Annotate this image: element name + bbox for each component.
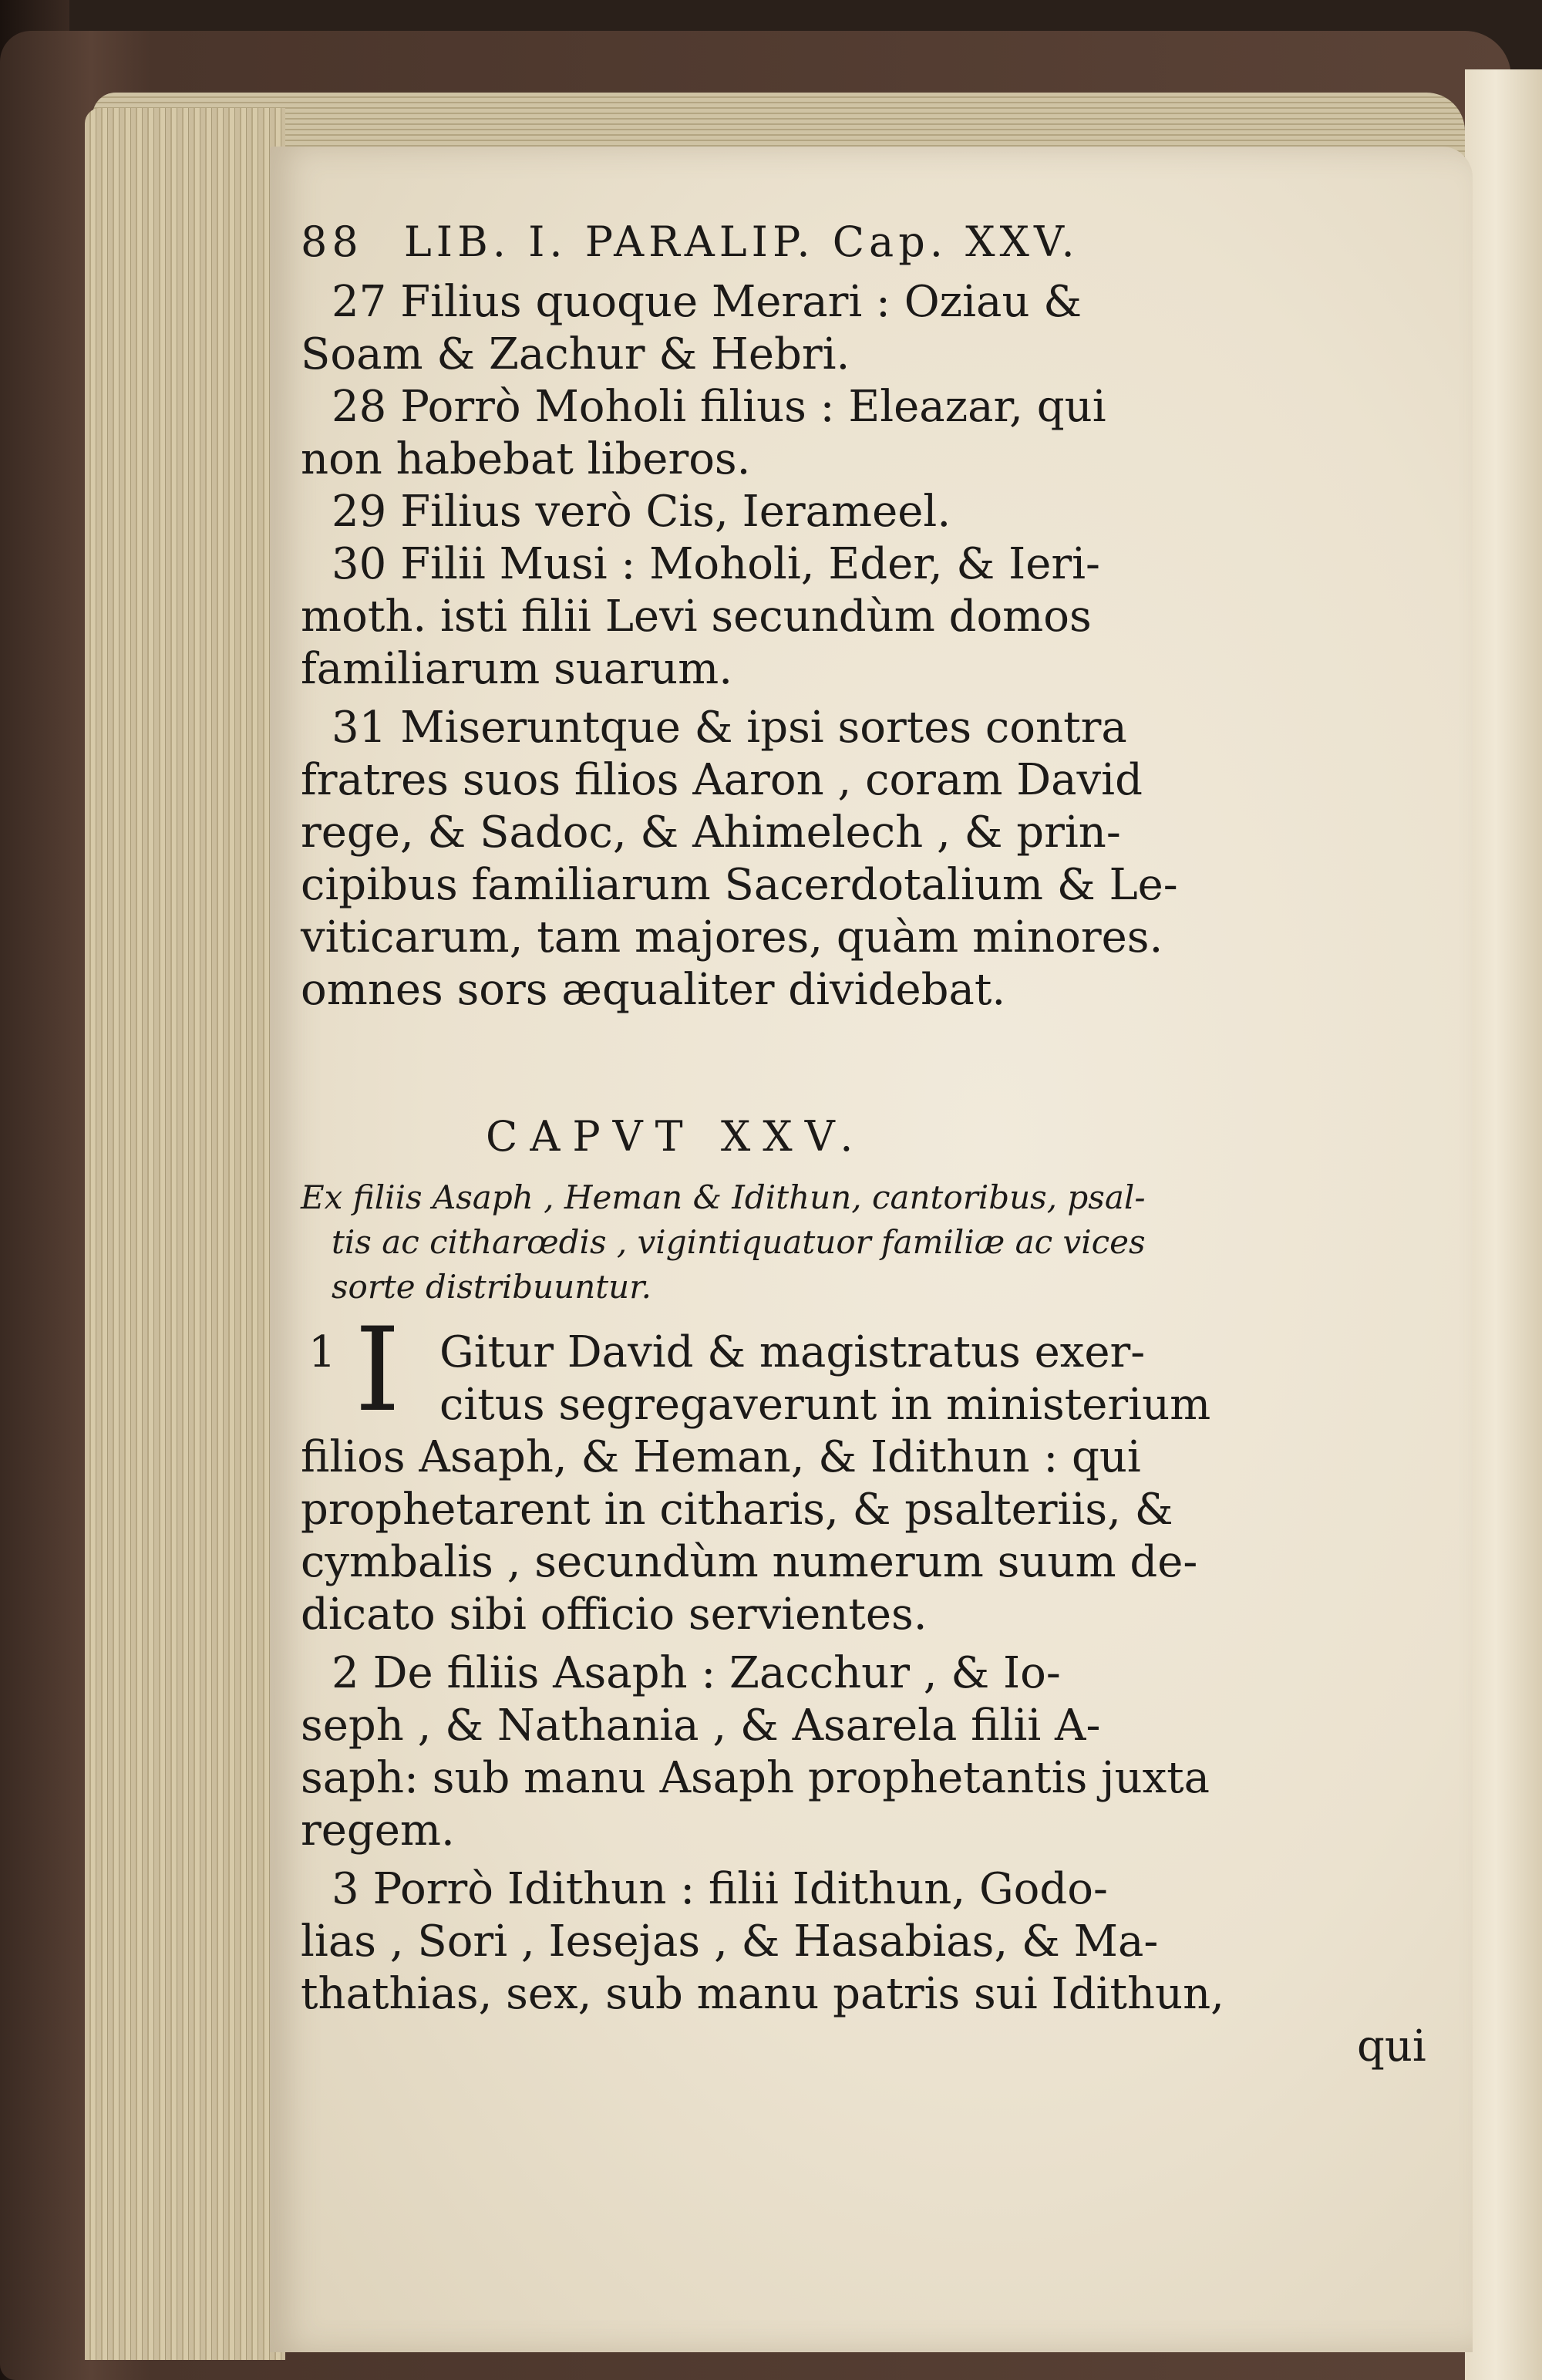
verse-number: 2	[332, 1648, 359, 1698]
verse-line: familiarum suarum.	[301, 644, 732, 694]
chapter-summary-line: tis ac citharœdis , vigintiquatuor familiæ ac vices	[332, 1223, 1146, 1261]
catchword: qui	[1357, 2021, 1426, 2072]
page-text	[301, 216, 1442, 2329]
running-head-title: LIB. I. PARALIP. Cap. XXV.	[403, 217, 1079, 266]
verse-line: omnes sors æqualiter dividebat.	[301, 965, 1006, 1015]
verse-line: dicato sibi officio servientes.	[301, 1589, 928, 1640]
verse-line: 27 Filius quoque Merari : Oziau &	[332, 277, 1082, 327]
verse-number: 31	[332, 703, 387, 753]
facing-page-edge	[1465, 69, 1542, 2380]
verse-line: cymbalis , secundùm numerum suum de-	[301, 1537, 1198, 1587]
verse-number: 29	[332, 487, 387, 537]
verse-line: lias , Sori , Iesejas , & Hasabias, & Ma-	[301, 1916, 1159, 1967]
page-number: 88	[301, 217, 363, 266]
verse-number: 1	[308, 1327, 336, 1377]
verse-number: 27	[332, 277, 387, 327]
verse-line: regem.	[301, 1805, 455, 1856]
chapter-title: CAPVT XXV.	[486, 1112, 866, 1161]
verse-line: 29 Filius verò Cis, Ierameel.	[332, 487, 951, 537]
verse-line: 3 Porrò Idithun : filii Idithun, Godo-	[332, 1864, 1108, 1914]
chapter-summary-line: Ex filiis Asaph , Heman & Idithun, cantoribus, psal-	[301, 1178, 1146, 1216]
verse-line: rege, & Sadoc, & Ahimelech , & prin-	[301, 807, 1121, 858]
verse-line: Soam & Zachur & Hebri.	[301, 329, 850, 379]
running-head	[301, 216, 1079, 268]
verse-line: 28 Porrò Moholi filius : Eleazar, qui	[332, 382, 1106, 432]
verse-line: filios Asaph, & Heman, & Idithun : qui	[301, 1432, 1141, 1482]
verse-line: non habebat liberos.	[301, 434, 751, 484]
verse-line: viticarum, tam majores, quàm minores.	[301, 912, 1163, 962]
verse-number: 3	[332, 1864, 359, 1914]
verse-line: moth. isti filii Levi secundùm domos	[301, 592, 1092, 642]
verse-line: cipibus familiarum Sacerdotalium & Le-	[301, 860, 1178, 910]
page-side-edges	[85, 108, 285, 2360]
verse-line: Gitur David & magistratus exer-	[439, 1327, 1146, 1377]
verse-line: seph , & Nathania , & Asarela filii A-	[301, 1701, 1101, 1751]
verse-number: 30	[332, 539, 387, 589]
verse-line: citus segregaverunt in ministerium	[439, 1380, 1211, 1430]
verse-line: 30 Filii Musi : Moholi, Eder, & Ieri-	[332, 539, 1100, 589]
verse-line: thathias, sex, sub manu patris sui Idithun,	[301, 1969, 1224, 2019]
drop-cap: I	[355, 1303, 401, 1438]
verse-line: saph: sub manu Asaph prophetantis juxta	[301, 1753, 1210, 1803]
verse-line: fratres suos filios Aaron , coram David	[301, 755, 1143, 805]
verse-number: 28	[332, 382, 387, 432]
verse-line: 2 De filiis Asaph : Zacchur , & Io-	[332, 1648, 1061, 1698]
chapter-summary-line: sorte distribuuntur.	[332, 1268, 652, 1306]
verse-line: prophetarent in citharis, & psalteriis, &	[301, 1485, 1173, 1535]
verse-line: 31 Miseruntque & ipsi sortes contra	[332, 703, 1127, 753]
